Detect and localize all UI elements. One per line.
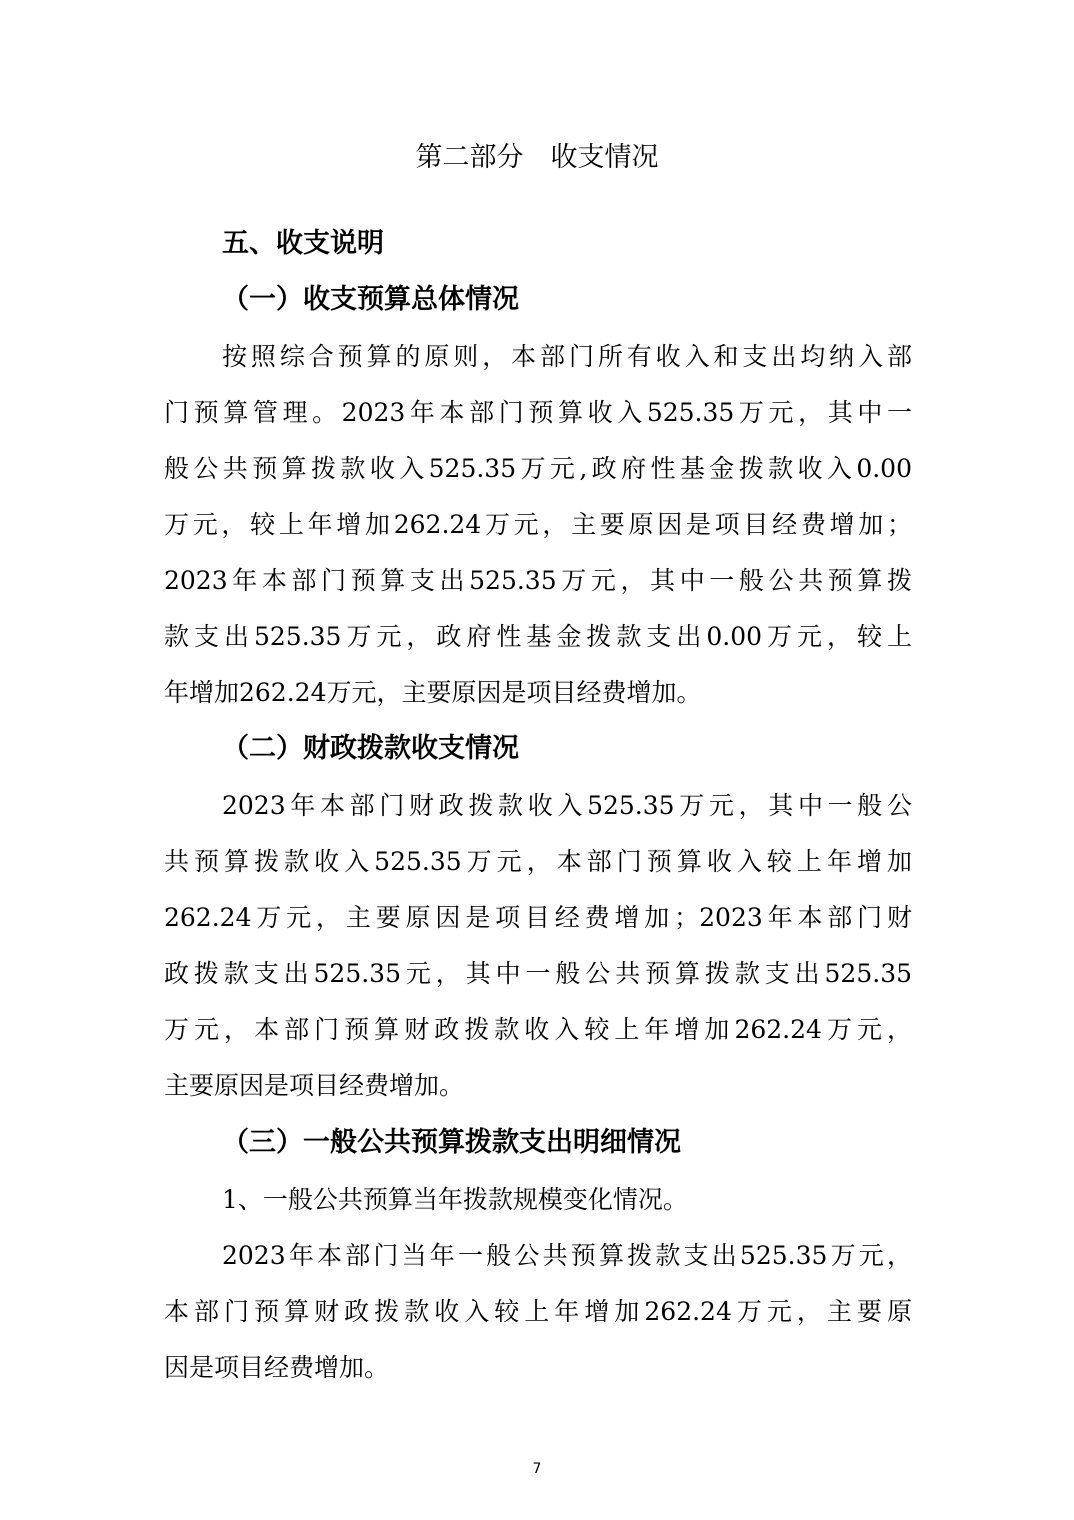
paragraph-line: 本部门预算财政拨款收入较上年增加262.24万元，主要原 xyxy=(164,1297,912,1326)
paragraph-line: 262.24万元，主要原因是项目经费增加；2023年本部门财 xyxy=(164,903,912,932)
section-heading: 五、收支说明 xyxy=(222,228,384,259)
paragraph-line: 万元，本部门预算财政拨款收入较上年增加262.24万元， xyxy=(164,1015,912,1044)
page-number: 7 xyxy=(532,1461,542,1477)
paragraph-line: 2023年本部门当年一般公共预算拨款支出525.35万元， xyxy=(222,1241,912,1270)
item-title xyxy=(164,1172,912,1228)
paragraph-line: 政拨款支出525.35元，其中一般公共预算拨款支出525.35 xyxy=(164,959,912,988)
paragraph-line: 万元，较上年增加262.24万元，主要原因是项目经费增加； xyxy=(164,510,912,539)
paragraph-line: 共预算拨款收入525.35万元，本部门预算收入较上年增加 xyxy=(164,847,912,876)
paragraph-line: 款支出525.35万元，政府性基金拨款支出0.00万元，较上 xyxy=(164,622,912,651)
subsection-heading-3: （三）一般公共预算拨款支出明细情况 xyxy=(222,1127,681,1158)
paragraph-overall-budget xyxy=(164,329,912,721)
paragraph-general-budget-detail xyxy=(164,1228,912,1396)
paragraph-line: 主要原因是项目经费增加。 xyxy=(164,1071,465,1100)
paragraph-line: 1、一般公共预算当年拨款规模变化情况。 xyxy=(222,1185,688,1214)
paragraph-line: 因是项目经费增加。 xyxy=(164,1353,390,1382)
paragraph-line: 般公共预算拨款收入525.35万元,政府性基金拨款收入0.00 xyxy=(164,454,912,483)
paragraph-line: 2023年本部门预算支出525.35万元，其中一般公共预算拨 xyxy=(164,566,912,595)
subsection-heading-2: （二）财政拨款收支情况 xyxy=(222,733,519,764)
paragraph-line: 2023年本部门财政拨款收入525.35万元，其中一般公 xyxy=(222,791,912,820)
paragraph-line: 门预算管理。2023年本部门预算收入525.35万元，其中一 xyxy=(164,398,912,427)
paragraph-line: 按照综合预算的原则，本部门所有收入和支出均纳入部 xyxy=(222,342,912,371)
subsection-heading-1: （一）收支预算总体情况 xyxy=(222,284,519,315)
paragraph-fiscal-appropriation xyxy=(164,778,912,1114)
paragraph-line: 年增加262.24万元，主要原因是项目经费增加。 xyxy=(164,678,702,707)
page-title: 第二部分 收支情况 xyxy=(415,142,659,173)
